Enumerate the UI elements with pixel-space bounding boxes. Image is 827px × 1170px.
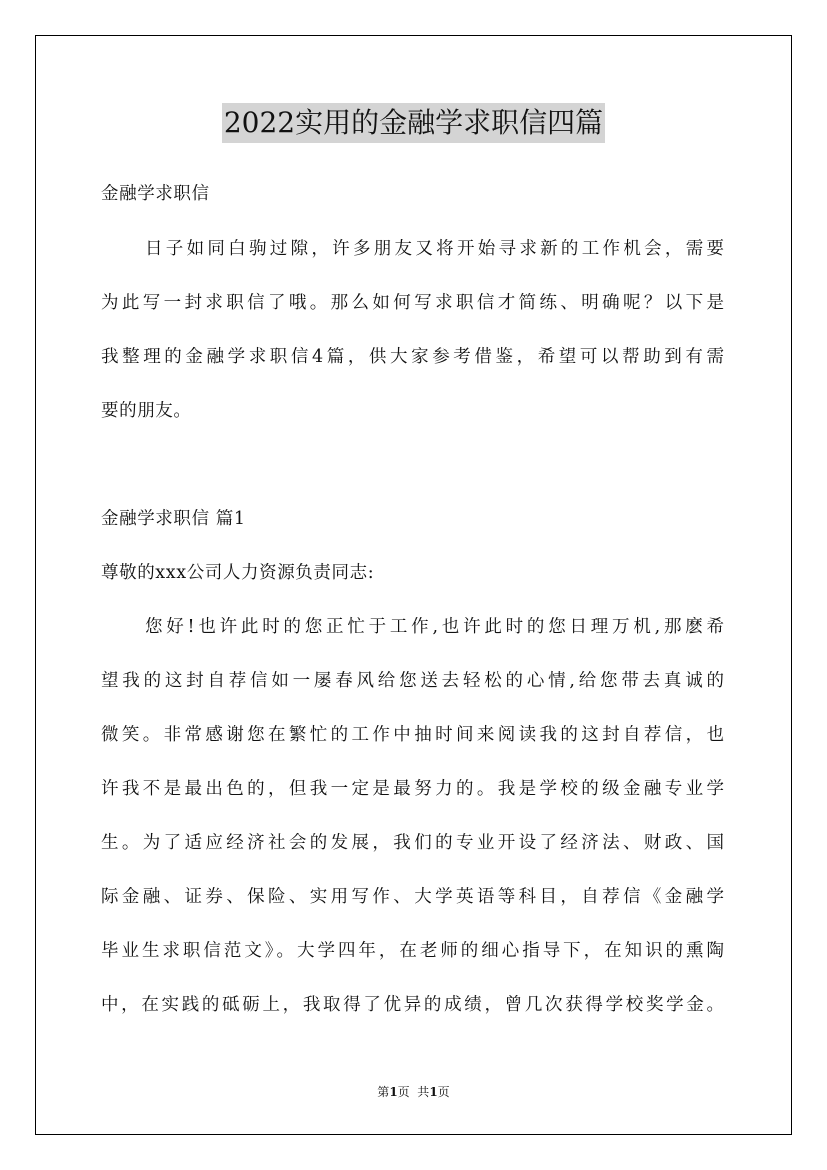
section-heading: 金融学求职信 [101,184,210,204]
footer-page-prefix: 第 [377,1085,390,1099]
footer-page-total: 1 [429,1085,438,1099]
paragraph-line: 望我的这封自荐信如一屡春风给您送去轻松的心情,给您带去真诚的 [101,671,724,691]
paragraph-line: 际金融、证券、保险、实用写作、大学英语等科目，自荐信《金融学 [101,887,724,907]
paragraph-line: 毕业生求职信范文》。大学四年，在老师的细心指导下，在知识的熏陶 [101,941,724,961]
title-container [0,103,827,143]
footer-page-mid: 页 共 [397,1085,430,1099]
paragraph-line: 中，在实践的砥砺上，我取得了优异的成绩，曾几次获得学校奖学金。 [101,995,724,1015]
salutation: 尊敬的xxx公司人力资源负责同志: [101,563,375,583]
paragraph-line: 要的朋友。 [101,401,192,421]
paragraph-line: 微笑。非常感谢您在繁忙的工作中抽时间来阅读我的这封自荐信，也 [101,725,724,745]
paragraph-line: 日子如同白驹过隙，许多朋友又将开始寻求新的工作机会，需要 [145,239,724,259]
page-footer [0,1084,827,1100]
footer-page-suffix: 页 [437,1085,450,1099]
document-title: 2022实用的金融学求职信四篇 [222,103,605,143]
paragraph-line: 我整理的金融学求职信4篇，供大家参考借鉴，希望可以帮助到有需 [101,347,724,367]
section-heading: 金融学求职信 篇1 [101,509,246,529]
paragraph-line: 您好!也许此时的您正忙于工作,也许此时的您日理万机,那麽希 [145,617,724,637]
paragraph-line: 许我不是最出色的，但我一定是最努力的。我是学校的级金融专业学 [101,779,724,799]
paragraph-line: 生。为了适应经济社会的发展，我们的专业开设了经济法、财政、国 [101,833,724,853]
paragraph-line: 为此写一封求职信了哦。那么如何写求职信才简练、明确呢？以下是 [101,293,724,313]
footer-page-number: 1 [389,1085,398,1099]
